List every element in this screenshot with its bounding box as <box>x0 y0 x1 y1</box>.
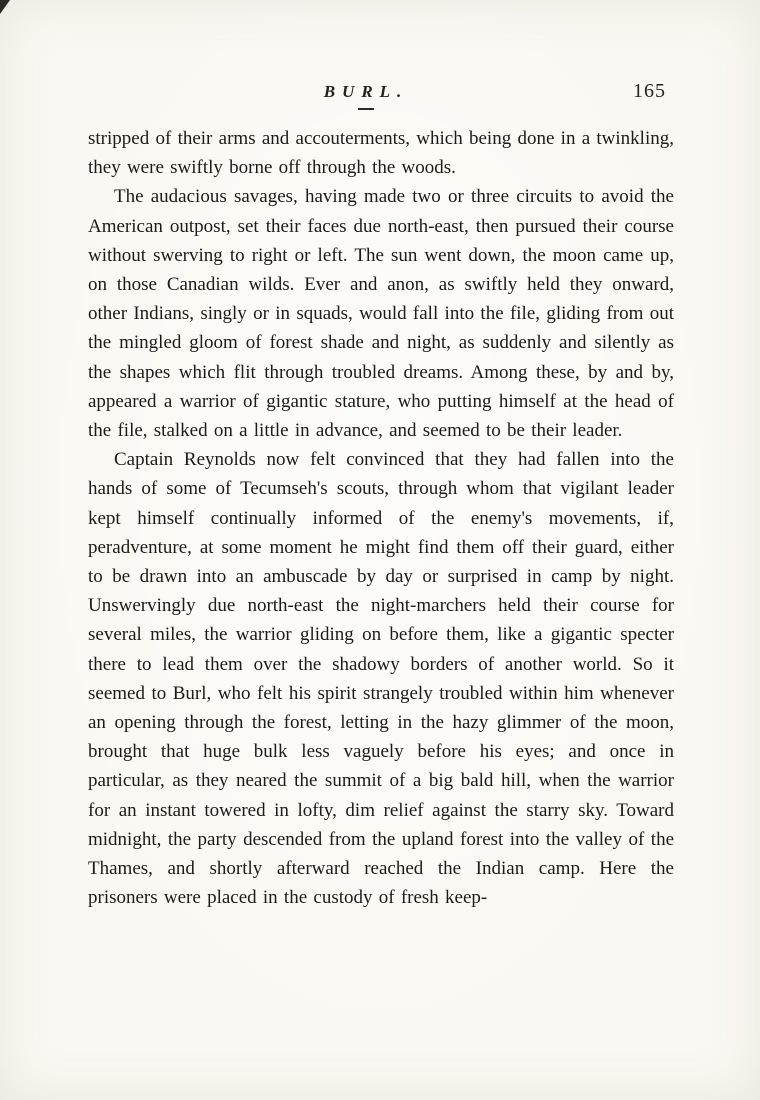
paragraph: Captain Reynolds now felt convinced that they had fallen into the hands of some of Tecumseh's scouts, through whom that vigilant leader kept himself continually informed of the enemy's movements, if, peradventure, at some moment he might find them off their guard, either to be drawn into an ambuscade by day or surprised in camp by night. Unswervingly due north-east the night-marchers held their course for several miles, the warrior gliding on before them, like a gigantic specter there to lead them over the shadowy borders of another world. So it seemed to Burl, who felt his spirit strangely troubled within him whenever an opening through the forest, letting in the hazy glimmer of the moon, brought that huge bulk less vaguely before his eyes; and once in particular, as they neared the summit of a big bald hill, when the warrior for an instant towered in lofty, dim relief against the starry sky. Toward midnight, the party descended from the upland forest into the valley of the Thames, and shortly afterward reached the Indian camp. Here the prisoners were placed in the custody of fresh keep- <box>88 449 674 909</box>
header-rule-divider <box>358 108 374 110</box>
paragraph-continuation: stripped of their arms and accouterments, which being done in a twinkling, they were swiftly borne off through the woods. <box>88 128 674 179</box>
page-body-text <box>88 124 674 912</box>
running-header-title: BURL. <box>323 82 409 101</box>
page-number: 165 <box>633 80 666 102</box>
scan-corner-artifact <box>0 0 10 14</box>
paragraph: The audacious savages, having made two or three circuits to avoid the American outpost, set their faces due north-east, then pursued their course without swerving to right or left. The sun went down, the moon came up, on those Canadian wilds. Ever and anon, as swiftly held they onward, other Indians, singly or in squads, would fall into the file, gliding from out the mingled gloom of forest shade and night, as suddenly and silently as the shapes which flit through troubled dreams. Among these, by and by, appeared a warrior of gigantic stature, who putting himself at the head of the file, stalked on a little in advance, and seemed to be their leader. <box>88 186 674 442</box>
page-header <box>88 82 674 108</box>
